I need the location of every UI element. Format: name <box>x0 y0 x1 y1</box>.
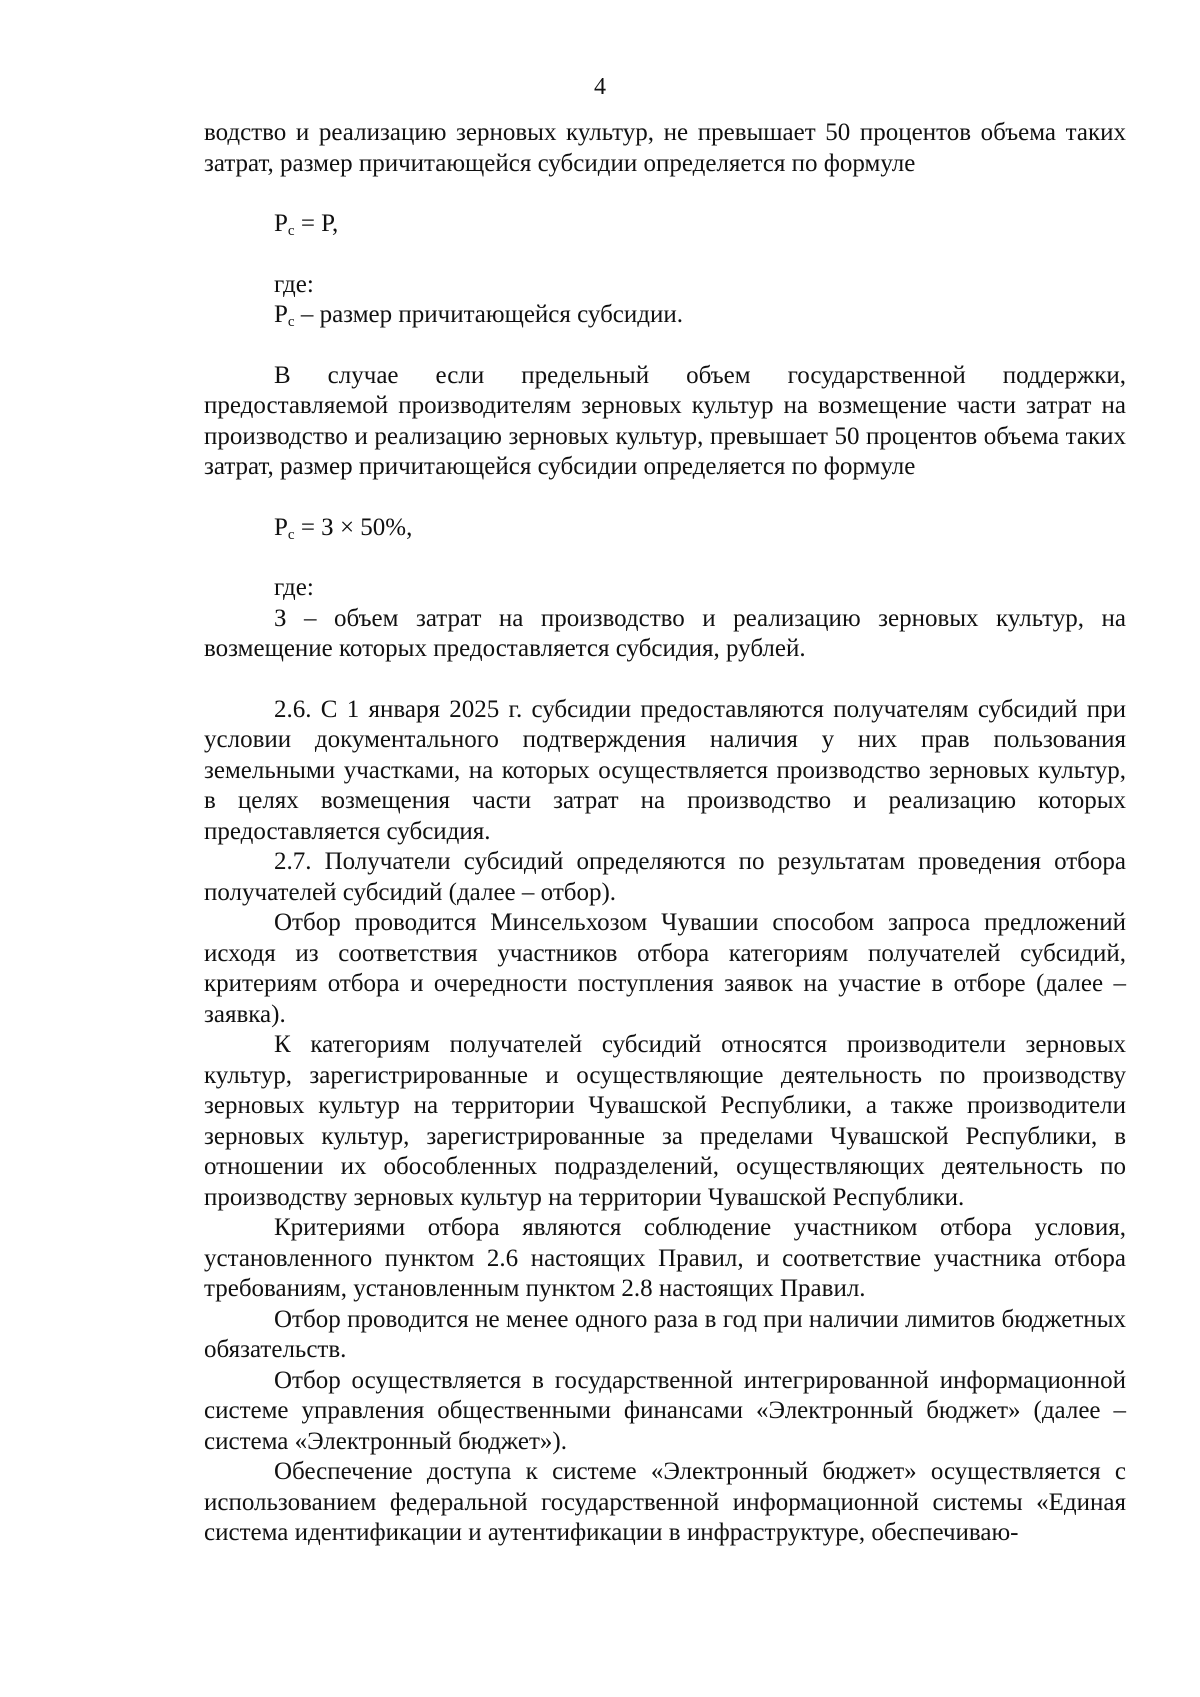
paragraph-selection-method: Отбор проводится Минсельхозом Чувашии способом запроса предложений исходя из соответствия участников отбора категориям получателей субсидий, критериям отбора и очередности поступления заявок на участие в отборе (далее – заявка). <box>204 909 1126 1028</box>
paragraph-access: Обеспечение доступа к системе «Электронный бюджет» осуществляется с использованием федеральной государственной информационной системы «Единая система идентификации и аутентификации в инфраструктуре, обеспечиваю- <box>204 1458 1126 1546</box>
definition-2: З – объем затрат на производство и реализацию зерновых культур, на возмещение которых предоставляется субсидия, рублей. <box>204 604 1126 662</box>
intro-continuation: водство и реализацию зерновых культур, не превышает 50 процентов объема таких затрат, размер причитающейся субсидии определяется по формуле <box>204 119 1126 177</box>
paragraph-electronic-budget: Отбор осуществляется в государственной интегрированной информационной системе управления общественными финансами «Электронный бюджет» (далее – система «Электронный бюджет»). <box>204 1366 1126 1455</box>
paragraph-categories: К категориям получателей субсидий относятся производители зерновых культур, зарегистрированные и осуществляющие деятельность по производству зерновых культур на территории Чувашской Республики, а также производители зерновых культур, зарегистрированные за пределами Чувашской Республики, в отношении их обособленных подразделений, осуществляющих деятельность по производству зерновых культур на территории Чувашской Республики. <box>204 1031 1126 1211</box>
document-body <box>204 118 1126 1549</box>
paragraph-frequency: Отбор проводится не менее одного раза в год при наличии лимитов бюджетных обязательств. <box>204 1305 1126 1363</box>
page-number: 4 <box>594 74 606 100</box>
paragraph-criteria: Критериями отбора являются соблюдение участником отбора условия, установленного пунктом 2.6 настоящих Правил, и соответствие участника отбора требованиям, установленным пунктом 2.8 настоящих Правил. <box>204 1214 1126 1302</box>
where-label-2: где: <box>274 574 314 601</box>
formula-2: $Р_с = З \times 50\%$, <box>274 513 413 543</box>
where-label-1: где: <box>274 270 314 298</box>
case-paragraph: В случае если предельный объем государственной поддержки, предоставляемой производителям зерновых культур на возмещение части затрат на производство и реализацию зерновых культур, превышает 50 процентов объема таких затрат, размер причитающейся субсидии определяется по формуле <box>204 361 1126 480</box>
formula-1: $Р_с = Р$, <box>274 210 339 239</box>
paragraph-2-7: 2.7. Получатели субсидий определяются по результатам проведения отбора получателей субсидий (далее – отбор). <box>204 848 1126 906</box>
paragraph-2-6: 2.6. С 1 января 2025 г. субсидии предоставляются получателям субсидий при условии документального подтверждения наличия у них прав пользования земельными участками, на которых осуществляется производство зерновых культур, в целях возмещения части затрат на производство и реализацию которых предоставляется субсидия. <box>204 695 1126 845</box>
definition-1: $Р_с$ – размер причитающейся субсидии. <box>274 301 684 330</box>
